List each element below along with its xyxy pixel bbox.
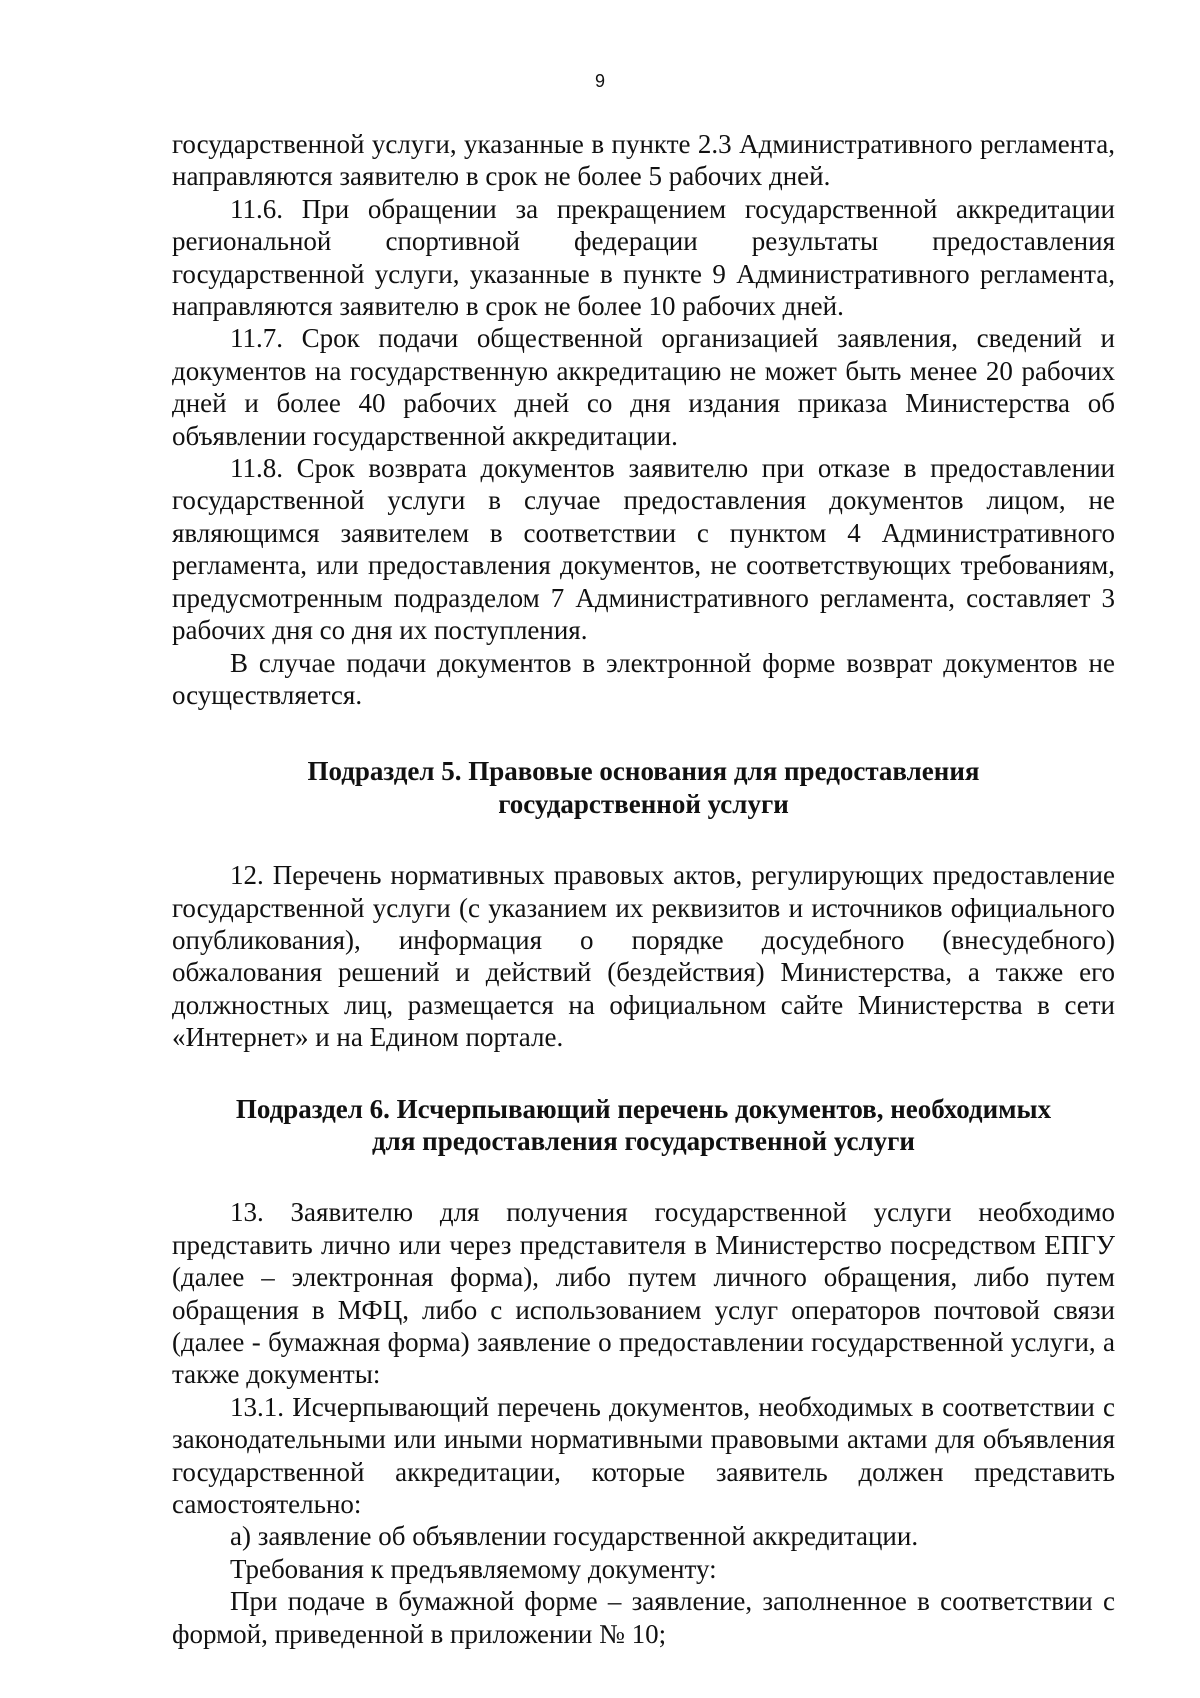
page-number: 9	[594, 71, 605, 91]
paragraph-13-1-a: а) заявление об объявлении государственной аккредитации.	[230, 1521, 919, 1552]
paragraph-12: 12. Перечень нормативных правовых актов, регулирующих предоставление государственной услуги (с указанием их реквизитов и источников официального опубликования), информация о порядке досудебного (внесудебного) обжалования решений и действий (бездействия) Министерства, а также его должностных лиц, размещается на официальном сайте Министерства в сети «Интернет» и на Едином портале.	[172, 860, 1115, 1053]
subsection-6-heading	[172, 1093, 1115, 1158]
subsection-6-heading-line2: для предоставления государственной услуги	[372, 1125, 915, 1156]
paragraph-13-1: 13.1. Исчерпывающий перечень документов, необходимых в соответствии с законодательными или иными нормативными правовыми актами для объявления государственной аккредитации, которые заявитель должен представить самостоятельно:	[172, 1391, 1115, 1520]
paragraph-13: 13. Заявителю для получения государственной услуги необходимо представить лично или через представителя в Министерство посредством ЕПГУ (далее – электронная форма), либо путем личного обращения, либо путем обращения в МФЦ, либо с использованием услуг операторов почтовой связи (далее - бумажная форма) заявление о предоставлении государственной услуги, а также документы:	[172, 1197, 1115, 1390]
subsection-6-heading-line1: Подраздел 6. Исчерпывающий перечень документов, необходимых	[235, 1093, 1052, 1124]
paragraph-11-7: 11.7. Срок подачи общественной организацией заявления, сведений и документов на государственную аккредитацию не может быть менее 20 рабочих дней и более 40 рабочих дней со дня издания приказа Министерства об объявлении государственной аккредитации.	[172, 323, 1115, 451]
subsection-5-heading-line2: государственной услуги	[498, 788, 789, 819]
paragraph-paper-form: При подаче в бумажной форме – заявление, заполненное в соответствии с формой, приведенной в приложении № 10;	[172, 1586, 1115, 1649]
paragraph-electronic-return: В случае подачи документов в электронной форме возврат документов не осуществляется.	[172, 647, 1115, 710]
document-body	[172, 128, 1115, 1650]
subsection-5-heading	[172, 755, 1115, 820]
paragraph-requirements: Требования к предъявляемому документу:	[230, 1553, 717, 1584]
paragraph-11-5-continuation: государственной услуги, указанные в пункте 2.3 Административного регламента, направляются заявителю в срок не более 5 рабочих дней.	[172, 129, 1115, 192]
paragraph-11-6: 11.6. При обращении за прекращением государственной аккредитации региональной спортивной федерации результаты предоставления государственной услуги, указанные в пункте 9 Административного регламента, направляются заявителю в срок не более 10 рабочих дней.	[172, 193, 1115, 322]
subsection-5-heading-line1: Подраздел 5. Правовые основания для предоставления	[307, 756, 980, 787]
paragraph-11-8: 11.8. Срок возврата документов заявителю при отказе в предоставлении государственной услуги в случае предоставления документов лицом, не являющимся заявителем в соответствии с пунктом 4 Административного регламента, или предоставления документов, не соответствующих требованиям, предусмотренным подразделом 7 Административного регламента, составляет 3 рабочих дня со дня их поступления.	[172, 453, 1115, 646]
